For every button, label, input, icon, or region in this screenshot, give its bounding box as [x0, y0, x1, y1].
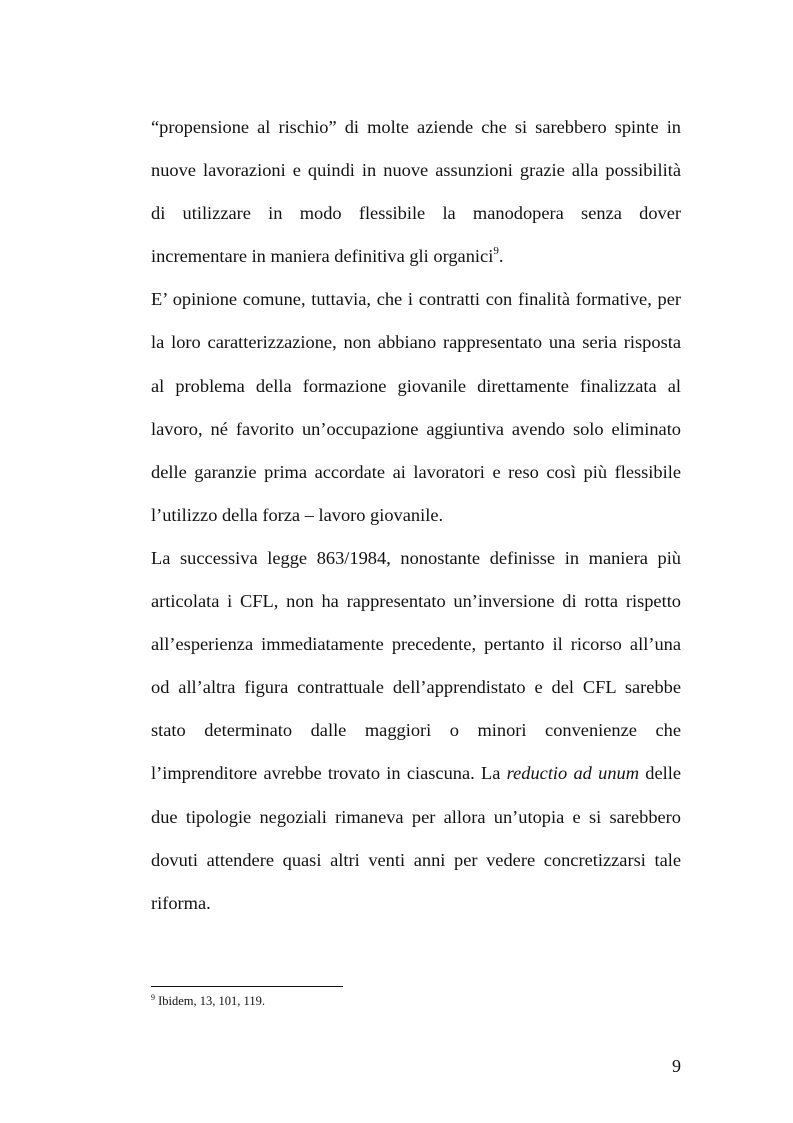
text-segment: l’imprenditore avrebbe trovato in ciascuna. La	[151, 763, 507, 784]
text-line: nuove lavorazioni e quindi in nuove assunzioni grazie alla possibilità	[151, 160, 681, 181]
text-line: delle garanzie prima accordate ai lavoratori e reso così più flessibile	[151, 461, 681, 482]
text-line: riforma.	[151, 892, 211, 913]
text-line: l’utilizzo della forza – lavoro giovanile.	[151, 504, 444, 525]
footnote-reference[interactable]: 9	[493, 245, 499, 258]
text-line: La successiva legge 863/1984, nonostante definisse in maniera più	[151, 547, 681, 568]
text-line: articolata i CFL, non ha rappresentato un’inversione di rotta rispetto	[151, 591, 681, 612]
footnote-text: Ibidem, 13, 101, 119.	[158, 994, 265, 1008]
text-segment: delle	[639, 763, 681, 784]
text-line	[151, 752, 681, 795]
text-segment: .	[498, 246, 504, 267]
text-line: stato determinato dalle maggiori o minori convenienze che	[151, 720, 681, 741]
text-line: lavoro, né favorito un’occupazione aggiuntiva avendo solo eliminato	[151, 418, 681, 439]
text-line: la loro caratterizzazione, non abbiano rappresentato una seria risposta	[151, 332, 681, 353]
footnote-separator	[151, 986, 343, 987]
italic-phrase: reductio ad unum	[506, 763, 639, 784]
text-line: od all’altra figura contrattuale dell’apprendistato e del CFL sarebbe	[151, 677, 681, 698]
text-line: al problema della formazione giovanile direttamente finalizzata al	[151, 375, 681, 396]
text-line: due tipologie negoziali rimaneva per allora un’utopia e si sarebbero	[151, 806, 681, 827]
body-text	[151, 106, 681, 925]
footnote-number: 9	[151, 992, 155, 1002]
text-line: di utilizzare in modo flessibile la manodopera senza dover	[151, 203, 681, 224]
text-line: all’esperienza immediatamente precedente, pertanto il ricorso all’una	[151, 634, 681, 655]
page-number: 9	[672, 1056, 681, 1076]
text-segment: incrementare in maniera definitiva gli organici	[151, 246, 494, 267]
text-line: E’ opinione comune, tuttavia, che i contratti con finalità formative, per	[151, 289, 681, 310]
text-line: “propensione al rischio” di molte aziende che si sarebbero spinte in	[151, 117, 681, 137]
text-line: dovuti attendere quasi altri venti anni per vedere concretizzarsi tale	[151, 849, 681, 870]
footnote	[151, 993, 265, 1009]
text-line	[151, 235, 681, 278]
